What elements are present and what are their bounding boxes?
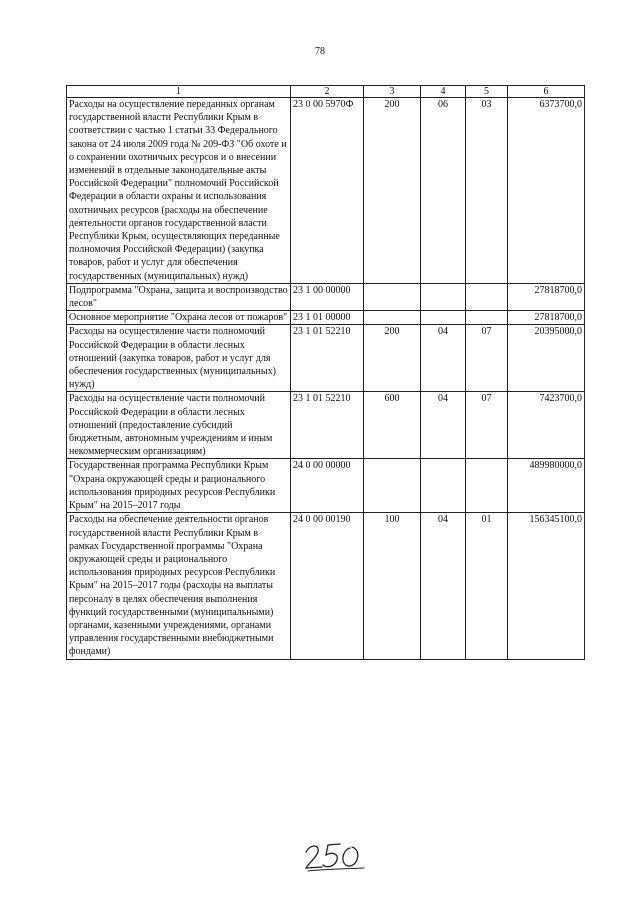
row-code: 23 1 01 52210 xyxy=(291,392,364,459)
row-name: Расходы на осуществление переданных органам государственной власти Республики Крым в соответствии с частью 1 статьи 33 Федерального закона от 24 июля 2009 года № 209-ФЗ "Об охоте и о сохранении охотничьих ресурсов и о внесении изменений в отдельные законодательные акты Российской Федерации" полномочий Российской Федерации в области охраны и использования охотничьих ресурсов (расходы на обеспечение деятельности органов государственной власти Республики Крым, осуществляющих переданные полномочия Российской Федерации) (закупка товаров, работ и услуг для обеспечения государственных (муниципальных) нужд) xyxy=(67,98,291,284)
row-name: Подпрограмма "Охрана, защита и воспроизводство лесов" xyxy=(67,283,291,310)
table-row xyxy=(67,513,585,659)
header-cell: 5 xyxy=(466,86,508,98)
row-amount: 27818700,0 xyxy=(508,311,585,325)
row-name: Расходы на осуществление части полномочий Российской Федерации в области лесных отношений (закупка товаров, работ и услуг для обеспечения государственных (муниципальных) нужд) xyxy=(67,325,291,392)
header-cell: 3 xyxy=(364,86,421,98)
header-cell: 4 xyxy=(421,86,466,98)
row-subsection xyxy=(466,311,508,325)
row-amount: 27818700,0 xyxy=(508,283,585,310)
row-amount: 489980000,0 xyxy=(508,459,585,513)
row-subsection: 03 xyxy=(466,98,508,284)
row-code: 23 1 01 52210 xyxy=(291,325,364,392)
row-code: 23 1 00 00000 xyxy=(291,283,364,310)
row-section xyxy=(421,459,466,513)
table-row xyxy=(67,283,585,310)
row-section xyxy=(421,311,466,325)
row-subsection xyxy=(466,459,508,513)
table-row xyxy=(67,392,585,459)
row-expense-type: 200 xyxy=(364,98,421,284)
row-expense-type: 100 xyxy=(364,513,421,659)
row-code: 24 0 00 00000 xyxy=(291,459,364,513)
row-section: 04 xyxy=(421,325,466,392)
row-name: Государственная программа Республики Крым "Охрана окружающей среды и рационального использования природных ресурсов Республики Крым" на 2015–2017 годы xyxy=(67,459,291,513)
row-code: 24 0 00 00190 xyxy=(291,513,364,659)
table-row xyxy=(67,98,585,284)
row-amount: 20395000,0 xyxy=(508,325,585,392)
header-cell: 2 xyxy=(291,86,364,98)
row-section: 04 xyxy=(421,392,466,459)
row-section xyxy=(421,283,466,310)
row-amount: 156345100,0 xyxy=(508,513,585,659)
row-code: 23 0 00 5970Ф xyxy=(291,98,364,284)
handwritten-signature xyxy=(300,838,370,874)
row-expense-type xyxy=(364,459,421,513)
row-expense-type xyxy=(364,311,421,325)
row-section: 06 xyxy=(421,98,466,284)
row-amount: 7423700,0 xyxy=(508,392,585,459)
row-name: Основное мероприятие "Охрана лесов от пожаров" xyxy=(67,311,291,325)
row-amount: 6373700,0 xyxy=(508,98,585,284)
row-subsection: 07 xyxy=(466,392,508,459)
header-cell: 6 xyxy=(508,86,585,98)
row-subsection xyxy=(466,283,508,310)
page-number: 78 xyxy=(315,46,325,57)
row-subsection: 01 xyxy=(466,513,508,659)
header-cell: 1 xyxy=(67,86,291,98)
table-row xyxy=(67,459,585,513)
row-expense-type xyxy=(364,283,421,310)
table-header-row xyxy=(67,86,585,98)
row-section: 04 xyxy=(421,513,466,659)
row-code: 23 1 01 00000 xyxy=(291,311,364,325)
row-expense-type: 200 xyxy=(364,325,421,392)
budget-table xyxy=(66,85,585,660)
row-expense-type: 600 xyxy=(364,392,421,459)
table-row xyxy=(67,325,585,392)
row-name: Расходы на осуществление части полномочий Российской Федерации в области лесных отношений (предоставление субсидий бюджетным, автономным учреждениям и иным некоммерческим организациям) xyxy=(67,392,291,459)
row-subsection: 07 xyxy=(466,325,508,392)
row-name: Расходы на обеспечение деятельности органов государственной власти Республики Крым в рамках Государственной программы "Охрана окружающей среды и рационального использования природных ресурсов Республики Крым" на 2015–2017 годы (расходы на выплаты персоналу в целях обеспечения выполнения функций государственными (муниципальными) органами, казенными учреждениями, органами управления государственными внебюджетными фондами) xyxy=(67,513,291,659)
table-row xyxy=(67,311,585,325)
